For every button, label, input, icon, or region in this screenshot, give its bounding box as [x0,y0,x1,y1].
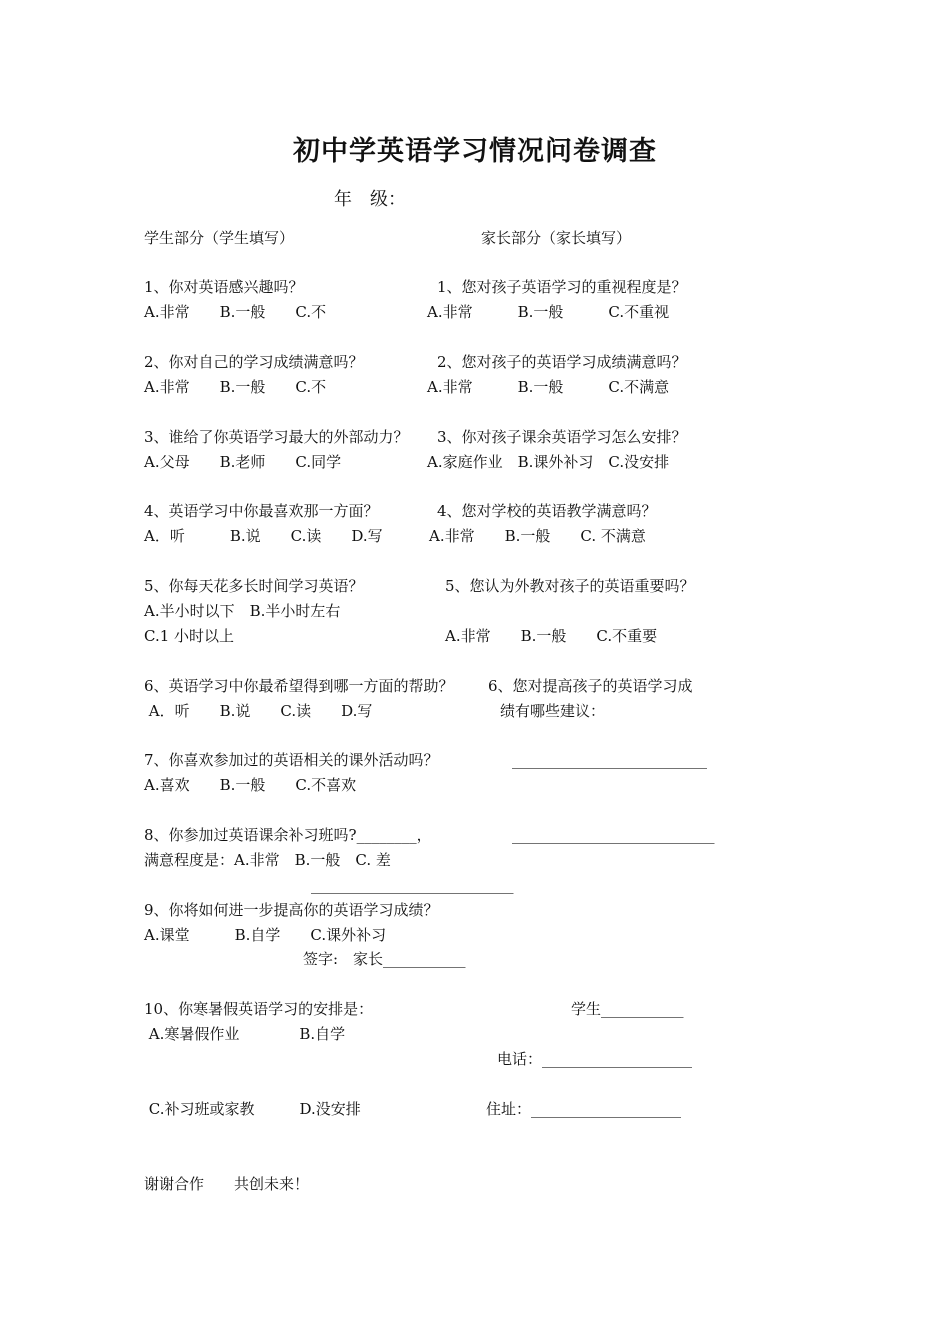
student-section-header: 学生部分（学生填写） [144,229,295,247]
student-q9-options: A.课堂 B.自学 C.课外补习 [144,926,387,944]
parent-signature-field[interactable]: 签字: 家长___________ [303,950,466,968]
parent-q4-options: A.非常 B.一般 C. 不满意 [429,527,646,545]
parent-suggestion-line-1[interactable]: __________________________ [512,751,707,769]
student-signature-field[interactable]: 学生___________ [571,1000,684,1018]
student-q7-options: A.喜欢 B.一般 C.不喜欢 [144,776,357,794]
phone-field[interactable]: 电话：____________________ [497,1050,693,1068]
student-q8-options: 满意程度是：A.非常 B.一般 C. 差 [144,851,391,869]
student-q3: 3、谁给了你英语学习最大的外部动力？ [144,428,409,446]
page-title: 初中学英语学习情况问卷调查 [293,136,657,167]
parent-q1: 1、您对孩子英语学习的重视程度是？ [437,278,687,296]
parent-q4: 4、您对学校的英语教学满意吗？ [437,502,657,520]
student-q7: 7、你喜欢参加过的英语相关的课外活动吗？ [144,751,439,769]
parent-q2-options: A.非常 B.一般 C.不满意 [427,378,670,396]
student-q10-options-ab: A.寒暑假作业 B.自学 [144,1025,346,1043]
parent-q5-options: A.非常 B.一般 C.不重要 [445,627,658,645]
student-q5-options-c: C.1 小时以上 [144,627,235,645]
student-q4-options: A．听 B.说 C.读 D.写 [144,527,383,545]
grade-label: 年 级： [334,189,406,210]
address-field[interactable]: 住址：____________________ [486,1100,682,1118]
parent-section-header: 家长部分（家长填写） [481,229,632,247]
student-q9: 9、你将如何进一步提高你的英语学习成绩？ [144,901,439,919]
parent-q3: 3、你对孩子课余英语学习怎么安排？ [437,428,687,446]
parent-q5: 5、您认为外教对孩子的英语重要吗？ [445,577,695,595]
parent-q1-options: A.非常 B.一般 C.不重视 [427,303,670,321]
student-q6: 6、英语学习中你最希望得到哪一方面的帮助？ [144,677,454,695]
footer-thanks: 谢谢合作 共创未来！ [144,1175,310,1193]
parent-q6-continued: 绩有哪些建议： [500,702,606,720]
student-q5: 5、你每天花多长时间学习英语？ [144,577,364,595]
parent-q2: 2、您对孩子的英语学习成绩满意吗？ [437,353,687,371]
student-q1-options: A.非常 B.一般 C.不 [144,303,327,321]
parent-suggestion-line-3[interactable]: ___________________________ [311,876,514,894]
student-q2: 2、你对自己的学习成绩满意吗？ [144,353,364,371]
student-q8: 8、你参加过英语课余补习班吗?________， [144,826,432,844]
student-q4: 4、英语学习中你最喜欢那一方面？ [144,502,379,520]
student-q5-options-ab: A.半小时以下 B.半小时左右 [144,602,341,620]
student-q10-options-cd: C.补习班或家教 D.没安排 [144,1100,361,1118]
parent-suggestion-line-2[interactable]: ___________________________ [512,826,715,844]
student-q10: 10、你寒暑假英语学习的安排是： [144,1000,374,1018]
student-q6-options: A．听 B.说 C.读 D.写 [144,702,373,720]
student-q1: 1、你对英语感兴趣吗？ [144,278,304,296]
student-q3-options: A.父母 B.老师 C.同学 [144,453,342,471]
student-q2-options: A.非常 B.一般 C.不 [144,378,327,396]
parent-q3-options: A.家庭作业 B.课外补习 C.没安排 [427,453,670,471]
parent-q6: 6、您对提高孩子的英语学习成 [488,677,693,695]
